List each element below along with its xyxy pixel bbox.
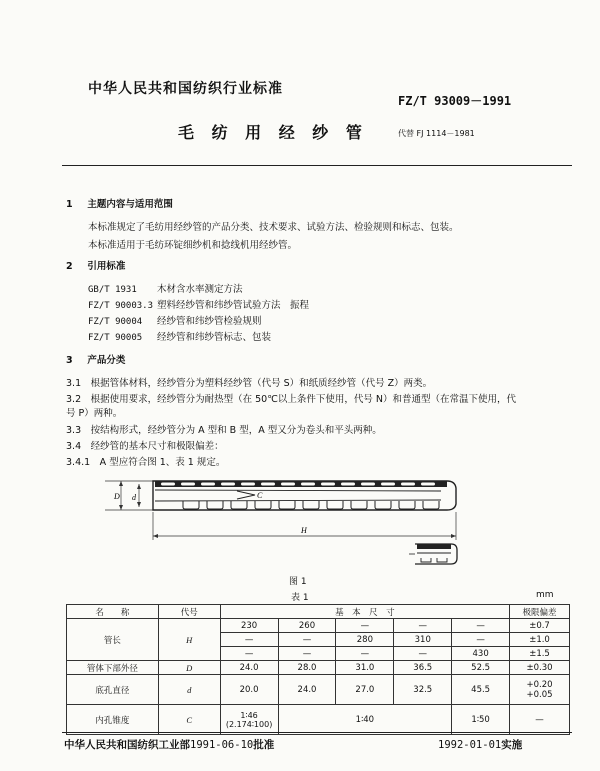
row-code: D bbox=[158, 661, 220, 675]
row-code: d bbox=[158, 675, 220, 705]
table-unit: mm bbox=[536, 590, 554, 600]
label-outer-diameter: D bbox=[114, 492, 120, 501]
tolerance-cell: — bbox=[510, 705, 570, 735]
section-3-heading bbox=[66, 352, 125, 366]
clause-3-2: 3.2 根据使用要求，经纱管分为耐热型（在 50℃以上条件下使用，代号 N）和普通型（在常温下使用，代 bbox=[66, 394, 517, 405]
clause-3-4-1: 3.4.1 A 型应符合图 1、表 1 规定。 bbox=[66, 457, 226, 468]
reference-code: FZ/T 90005 bbox=[88, 333, 143, 343]
bottom-grooves bbox=[183, 501, 439, 509]
header-name: 名 称 bbox=[67, 605, 159, 619]
bobbin-figure bbox=[95, 474, 475, 586]
table-cell: — bbox=[394, 619, 452, 633]
detail-view-band bbox=[417, 544, 451, 549]
table-cell: 260 bbox=[278, 619, 336, 633]
table-cell: 24.0 bbox=[220, 661, 278, 675]
table-cell: 230 bbox=[220, 619, 278, 633]
header-tolerance: 极限偏差 bbox=[510, 605, 570, 619]
implementation-suffix: 实施 bbox=[501, 739, 523, 751]
table-cell bbox=[220, 705, 278, 735]
table-cell: 24.0 bbox=[278, 675, 336, 705]
reference-item bbox=[88, 313, 262, 327]
reference-title: 经纱管和纬纱管检验规则 bbox=[157, 316, 262, 327]
table-cell: — bbox=[220, 633, 278, 647]
clause-3-3: 3.3 按结构形式，经纱管分为 A 型和 B 型，A 型又分为卷头和平头两种。 bbox=[66, 425, 382, 436]
row-name: 管长 bbox=[67, 619, 159, 661]
implementation-statement bbox=[438, 737, 522, 752]
header-code: 代号 bbox=[158, 605, 220, 619]
tolerance-cell: ±1.0 bbox=[510, 633, 570, 647]
reference-item bbox=[88, 297, 309, 311]
table-cell: 430 bbox=[452, 647, 510, 661]
reference-item bbox=[88, 281, 243, 295]
table-cell: — bbox=[336, 619, 394, 633]
reference-code: FZ/T 90003.3 bbox=[88, 301, 154, 311]
clause-3-4: 3.4 经纱管的基本尺寸和极限偏差： bbox=[66, 441, 224, 452]
standard-title: 毛 纺 用 经 纱 管 bbox=[178, 123, 368, 142]
reference-item bbox=[88, 329, 271, 343]
tolerance-cell: ±0.30 bbox=[510, 661, 570, 675]
table-header-row bbox=[67, 605, 570, 619]
row-code: H bbox=[158, 619, 220, 661]
label-length: H bbox=[301, 526, 307, 535]
taper-ratio-percent: (2.174∶100) bbox=[225, 719, 273, 729]
section-2-heading bbox=[66, 258, 125, 272]
taper-indicator bbox=[237, 491, 255, 499]
standard-number: FZ/T 93009－1991 bbox=[398, 94, 512, 108]
reference-code: FZ/T 90004 bbox=[88, 317, 143, 327]
table-cell: 280 bbox=[336, 633, 394, 647]
section-3-title: 产品分类 bbox=[87, 355, 126, 366]
reference-title: 经纱管和纬纱管标志、包装 bbox=[157, 332, 272, 343]
table-row bbox=[67, 675, 570, 705]
implementation-date: 1992-01-01 bbox=[438, 739, 502, 751]
reference-title: 木材含水率测定方法 bbox=[157, 284, 243, 295]
bore-line-bottom bbox=[155, 500, 441, 501]
section-1-title: 主题内容与适用范围 bbox=[87, 199, 173, 210]
table-caption: 表 1 bbox=[291, 593, 309, 603]
section-2-title: 引用标准 bbox=[87, 261, 126, 272]
row-name: 内孔锥度 bbox=[67, 705, 159, 735]
reference-title: 塑料经纱管和纬纱管试验方法 振程 bbox=[157, 300, 310, 311]
footer-rule bbox=[62, 732, 572, 733]
tolerance-cell bbox=[510, 675, 570, 705]
table-cell: 1∶50 bbox=[452, 705, 510, 735]
header-basic-size: 基 本 尺 寸 bbox=[220, 605, 509, 619]
table-cell: — bbox=[278, 647, 336, 661]
table-cell: — bbox=[336, 647, 394, 661]
table-cell: 27.0 bbox=[336, 675, 394, 705]
table-cell: 36.5 bbox=[394, 661, 452, 675]
table-row bbox=[67, 705, 570, 735]
tolerance-cell: ±1.5 bbox=[510, 647, 570, 661]
section-1-heading bbox=[66, 196, 173, 210]
issuing-organization: 中华人民共和国纺织行业标准 bbox=[88, 81, 283, 97]
issue-date: 1991-06-10 bbox=[190, 739, 254, 751]
table-cell: — bbox=[394, 647, 452, 661]
table-cell: 310 bbox=[394, 633, 452, 647]
replaces-standard: 代替 FJ 1114－1981 bbox=[398, 129, 475, 138]
row-code: C bbox=[158, 705, 220, 735]
clause-3-2-continued: 号 P）两种。 bbox=[66, 408, 123, 419]
table-cell: 1∶40 bbox=[278, 705, 452, 735]
issue-statement bbox=[64, 737, 274, 752]
tolerance-upper: +0.20 bbox=[526, 679, 553, 690]
detail-view-grooves bbox=[421, 558, 447, 562]
table-cell: 32.5 bbox=[394, 675, 452, 705]
table-cell: — bbox=[452, 633, 510, 647]
table-cell: 45.5 bbox=[452, 675, 510, 705]
label-bore-diameter: d bbox=[132, 493, 136, 502]
section-3-number: 3 bbox=[66, 355, 73, 366]
label-taper: C bbox=[257, 491, 263, 500]
tolerance-cell: ±0.7 bbox=[510, 619, 570, 633]
table-cell: 20.0 bbox=[220, 675, 278, 705]
table-cell: 28.0 bbox=[278, 661, 336, 675]
tolerance-lower: +0.05 bbox=[526, 689, 553, 700]
taper-ratio: 1∶46 bbox=[240, 710, 258, 720]
bore-line-top bbox=[155, 490, 441, 491]
table-cell: — bbox=[452, 619, 510, 633]
section-2-number: 2 bbox=[66, 261, 73, 272]
figure-caption: 图 1 bbox=[289, 577, 307, 587]
issuing-body: 中华人民共和国纺织工业部 bbox=[64, 739, 190, 751]
table-row bbox=[67, 661, 570, 675]
issue-suffix: 批准 bbox=[253, 739, 275, 751]
table-cell: — bbox=[220, 647, 278, 661]
row-name: 底孔直径 bbox=[67, 675, 159, 705]
section-1-paragraph-2: 本标准适用于毛纺环锭细纱机和捻线机用经纱管。 bbox=[88, 240, 298, 251]
section-1-paragraph-1: 本标准规定了毛纺用经纱管的产品分类、技术要求、试验方法、检验规则和标志、包装。 bbox=[88, 222, 459, 233]
section-1-number: 1 bbox=[66, 199, 73, 210]
table-cell: 52.5 bbox=[452, 661, 510, 675]
table-cell: — bbox=[278, 633, 336, 647]
table-row bbox=[67, 619, 570, 633]
table-cell: 31.0 bbox=[336, 661, 394, 675]
reference-code: GB/T 1931 bbox=[88, 285, 137, 295]
header-rule bbox=[62, 165, 572, 166]
clause-3-1: 3.1 根据管体材料，经纱管分为塑料经纱管（代号 S）和纸质经纱管（代号 Z）两类。 bbox=[66, 378, 433, 389]
row-name: 管体下部外径 bbox=[67, 661, 159, 675]
dimension-table bbox=[66, 604, 570, 735]
